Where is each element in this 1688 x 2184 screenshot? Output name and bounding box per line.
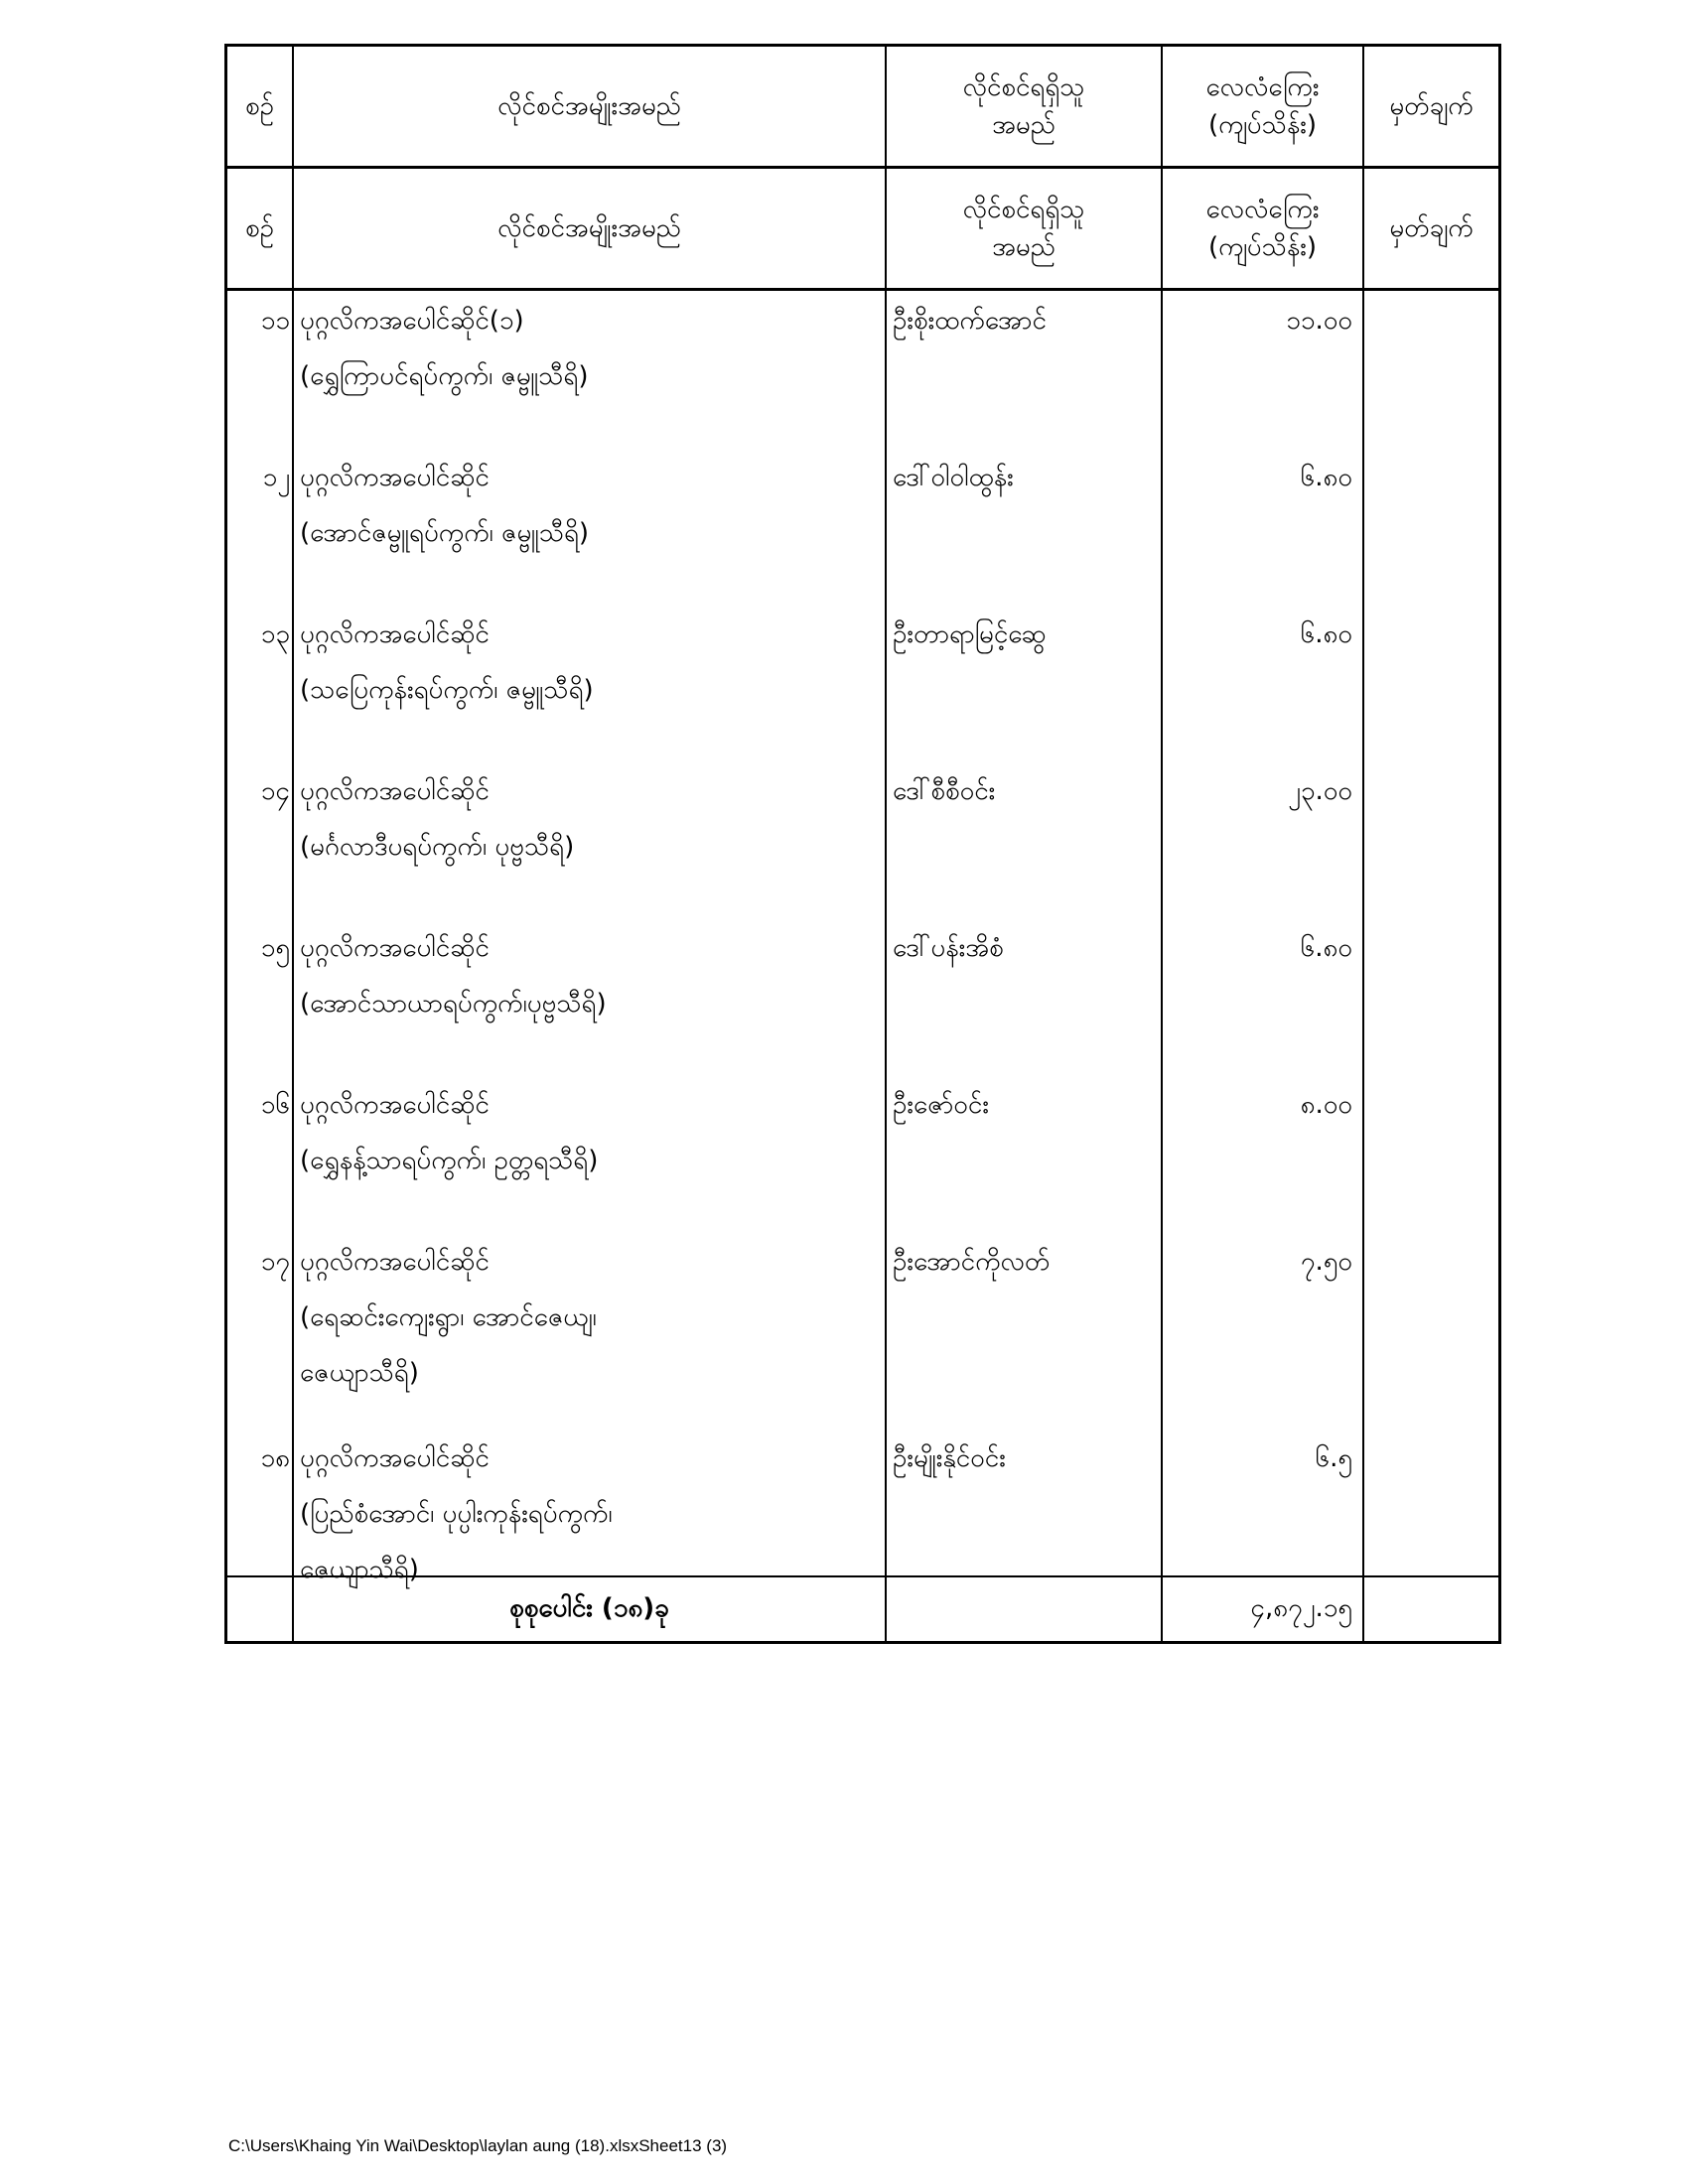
total-row bbox=[227, 1577, 1498, 1641]
row-amount: ၆.၈၀ bbox=[1163, 918, 1364, 1075]
row-amount: ၁၁.၀၀ bbox=[1163, 291, 1364, 448]
table-row bbox=[227, 1429, 1498, 1584]
row-no: ၁၄ bbox=[227, 761, 294, 918]
header-holder-name: လိုင်စင်ရရှိသူ အမည် bbox=[887, 47, 1163, 166]
row-remark bbox=[1364, 761, 1498, 918]
row-amount: ၆.၈၀ bbox=[1163, 448, 1364, 605]
row-remark bbox=[1364, 1232, 1498, 1429]
row-no: ၁၆ bbox=[227, 1075, 294, 1232]
footer-file-path: C:\Users\Khaing Yin Wai\Desktop\laylan aung (18).xlsxSheet13 (3) bbox=[228, 2136, 728, 2155]
row-remark bbox=[1364, 918, 1498, 1075]
row-no: ၁၁ bbox=[227, 291, 294, 448]
header-holder-name: လိုင်စင်ရရှိသူ အမည် bbox=[887, 169, 1163, 288]
row-holder: ဦးစိုးထက်အောင် bbox=[887, 291, 1163, 448]
table-header bbox=[227, 47, 1498, 169]
row-amount: ၂၃.၀၀ bbox=[1163, 761, 1364, 918]
row-amount: ၆.၅ bbox=[1163, 1429, 1364, 1575]
row-holder: ဦးတာရာမြင့်ဆွေ bbox=[887, 605, 1163, 761]
header-no: စဉ် bbox=[227, 169, 294, 288]
header-license-type: လိုင်စင်အမျိုးအမည် bbox=[294, 169, 887, 288]
table-row bbox=[227, 1075, 1498, 1232]
row-license-type: ပုဂ္ဂလိကအပေါင်ဆိုင် (အောင်သာယာရပ်ကွက်၊ပုဗ္ဗသီရိ) bbox=[294, 918, 887, 1075]
row-amount: ၈.၀၀ bbox=[1163, 1075, 1364, 1232]
header-remark: မှတ်ချက် bbox=[1389, 213, 1474, 243]
row-holder: ဦးမျိုးနိုင်ဝင်း bbox=[887, 1429, 1163, 1575]
row-holder: ဒေါ်စီစီဝင်း bbox=[887, 761, 1163, 918]
row-license-type: ပုဂ္ဂလိကအပေါင်ဆိုင် (သပြေကုန်းရပ်ကွက်၊ ဇမ္ဗူသီရိ) bbox=[294, 605, 887, 761]
header-amount: လေလံကြေး (ကျပ်သိန်း) bbox=[1163, 169, 1364, 288]
row-holder: ဦးဇော်ဝင်း bbox=[887, 1075, 1163, 1232]
row-no: ၁၇ bbox=[227, 1232, 294, 1429]
row-remark bbox=[1364, 448, 1498, 605]
row-license-type: ပုဂ္ဂလိကအပေါင်ဆိုင် (မင်္ဂလာဒီပရပ်ကွက်၊ ပုဗ္ဗသီရိ) bbox=[294, 761, 887, 918]
row-remark bbox=[1364, 291, 1498, 448]
license-table bbox=[224, 44, 1501, 1644]
row-license-type: ပုဂ္ဂလိကအပေါင်ဆိုင် (ရွှေနန့်သာရပ်ကွက်၊ ဥတ္တရသီရိ) bbox=[294, 1075, 887, 1232]
header-license-type: လိုင်စင်အမျိုးအမည် bbox=[294, 47, 887, 166]
row-no: ၁၈ bbox=[227, 1429, 294, 1575]
row-holder: ဒေါ်ဝါဝါထွန်း bbox=[887, 448, 1163, 605]
table-header-repeat bbox=[227, 169, 1498, 291]
row-no: ၁၂ bbox=[227, 448, 294, 605]
row-remark bbox=[1364, 1429, 1498, 1575]
row-remark bbox=[1364, 1075, 1498, 1232]
header-amount: လေလံကြေး (ကျပ်သိန်း) bbox=[1163, 47, 1364, 166]
row-license-type: ပုဂ္ဂလိကအပေါင်ဆိုင်(၁) (ရွှေကြာပင်ရပ်ကွက်၊ ဇမ္ဗူသီရိ) bbox=[294, 291, 887, 448]
row-amount: ၇.၅၀ bbox=[1163, 1232, 1364, 1429]
row-amount: ၆.၈၀ bbox=[1163, 605, 1364, 761]
total-remark-cell bbox=[1364, 1577, 1498, 1641]
row-no: ၁၅ bbox=[227, 918, 294, 1075]
table-row bbox=[227, 918, 1498, 1075]
table-row bbox=[227, 1232, 1498, 1429]
row-no: ၁၃ bbox=[227, 605, 294, 761]
header-remark: မှတ်ချက် bbox=[1389, 91, 1474, 121]
table-row bbox=[227, 605, 1498, 761]
row-license-type: ပုဂ္ဂလိကအပေါင်ဆိုင် (ပြည်စံအောင်၊ ပုပ္ပါးကုန်းရပ်ကွက်၊ ဇေယျာသီရိ) bbox=[294, 1429, 887, 1575]
table-row bbox=[227, 291, 1498, 448]
row-holder: ဒေါ်ပန်းအိစံ bbox=[887, 918, 1163, 1075]
total-no-cell bbox=[227, 1577, 294, 1641]
row-holder: ဦးအောင်ကိုလတ် bbox=[887, 1232, 1163, 1429]
total-holder-cell bbox=[887, 1577, 1163, 1641]
table-body bbox=[227, 291, 1498, 1584]
row-license-type: ပုဂ္ဂလိကအပေါင်ဆိုင် (အောင်ဇမ္ဗူရပ်ကွက်၊ ဇမ္ဗူသီရိ) bbox=[294, 448, 887, 605]
table-row bbox=[227, 761, 1498, 918]
header-no: စဉ် bbox=[227, 47, 294, 166]
row-remark bbox=[1364, 605, 1498, 761]
total-label: စုစုပေါင်း (၁၈)ခု bbox=[294, 1577, 887, 1641]
table-row bbox=[227, 448, 1498, 605]
row-license-type: ပုဂ္ဂလိကအပေါင်ဆိုင် (ရေဆင်းကျေးရွာ၊ အောင်ဇေယျ၊ ဇေယျာသီရိ) bbox=[294, 1232, 887, 1429]
total-amount: ၄,၈၇၂.၁၅ bbox=[1163, 1577, 1364, 1641]
